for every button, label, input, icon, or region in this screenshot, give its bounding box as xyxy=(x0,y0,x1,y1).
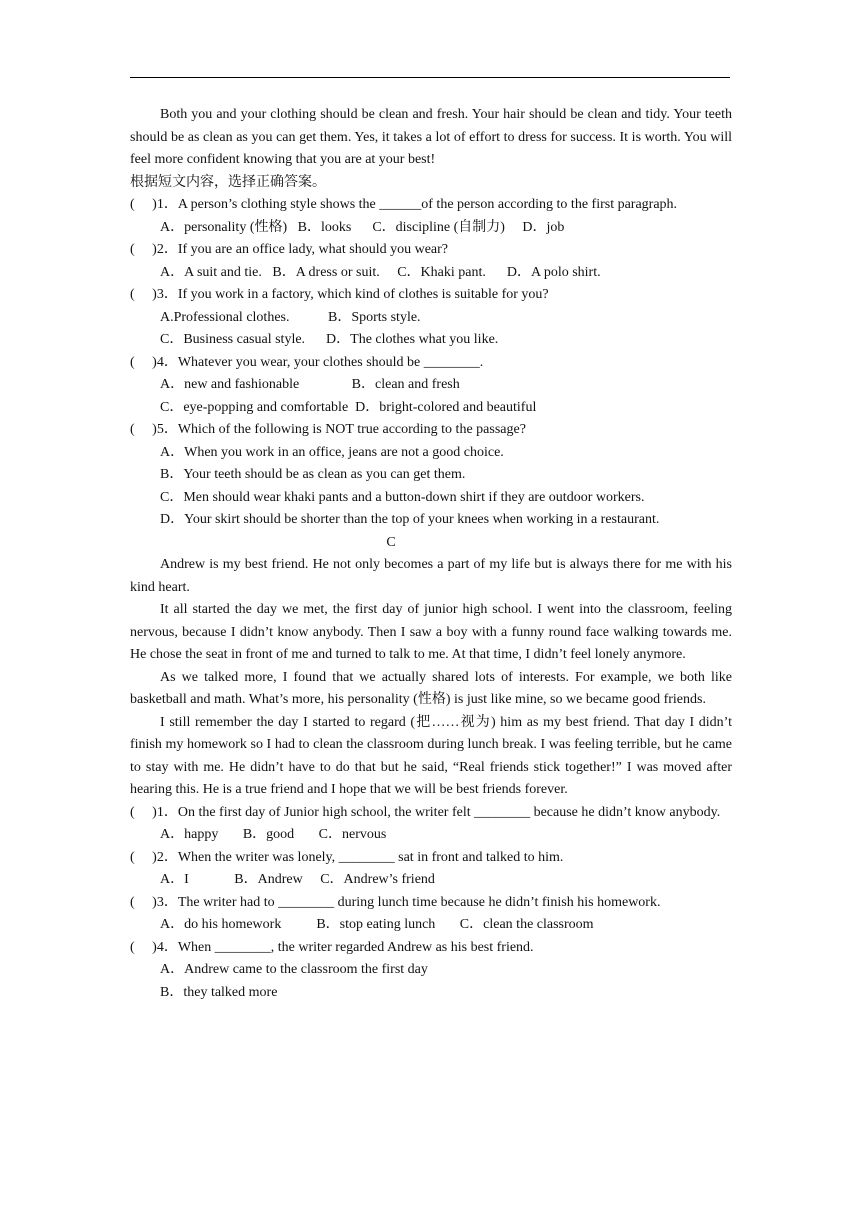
question-text: 4．Whatever you wear, your clothes should be ________. xyxy=(156,354,484,370)
question-item xyxy=(130,419,732,532)
options-line: C．Business casual style. D．The clothes what you like. xyxy=(160,332,499,347)
answer-blank[interactable]: ( ) xyxy=(130,804,157,820)
question-text: 2．When the writer was lonely, ________ sat in front and talked to him. xyxy=(156,849,564,865)
question-item xyxy=(130,892,732,937)
question-item xyxy=(130,802,732,847)
question-text: 1．On the first day of Junior high school, the writer felt ________ because he didn’t know anybody. xyxy=(156,804,721,820)
instruction: 根据短文内容，选择正确答案。 xyxy=(130,174,326,190)
question-item xyxy=(130,284,732,352)
options-line: A．A suit and tie. B．A dress or suit. C．Khaki pant. D．A polo shirt. xyxy=(160,264,601,280)
question-item xyxy=(130,239,732,284)
header-rule xyxy=(130,77,730,78)
answer-blank[interactable]: ( ) xyxy=(130,849,157,865)
question-group-b xyxy=(130,194,732,532)
section-heading: C xyxy=(386,534,396,550)
answer-blank[interactable]: ( ) xyxy=(130,894,157,910)
options-line: A．Andrew came to the classroom the first day xyxy=(160,962,428,977)
question-text: 2．If you are an office lady, what should you wear? xyxy=(156,242,449,257)
passage-paragraph: I still remember the day I started to regard (把……视为) him as my best friend. That day I didn’t finish my homework so I had to clean the classroom during lunch break. I was feeling terrible, but he came to stay with me. He didn’t have to do that but he said, “Real friends stick together!” I was moved after hearing this. He is a true friend and I hope that we will be best friends forever. xyxy=(130,714,732,797)
options-line: A．When you work in an office, jeans are not a good choice. xyxy=(160,444,504,460)
passage-paragraph: Both you and your clothing should be clean and fresh. Your hair should be clean and tidy. Your teeth should be as clean as you can get them. Yes, it takes a lot of effort to dress for success. It is worth. You will feel more confident knowing that you are at your best! xyxy=(130,107,732,167)
passage-paragraph: Andrew is my best friend. He not only becomes a part of my life but is always there for me with his kind heart. xyxy=(130,557,732,595)
options-line: A．personality (性格) B．looks C．discipline (自制力) D．job xyxy=(160,219,565,235)
passage-paragraph: As we talked more, I found that we actually shared lots of interests. For example, we both like basketball and math. What’s more, his personality (性格) is just like mine, so we became good friends. xyxy=(130,669,732,707)
question-item xyxy=(130,194,732,239)
question-item xyxy=(130,937,732,1005)
page-content xyxy=(130,104,732,1004)
question-text: 4．When ________, the writer regarded Andrew as his best friend. xyxy=(156,939,534,955)
options-line: C．Men should wear khaki pants and a button-down shirt if they are outdoor workers. xyxy=(160,489,645,505)
answer-blank[interactable]: ( ) xyxy=(130,242,157,257)
answer-blank[interactable]: ( ) xyxy=(130,422,157,437)
answer-blank[interactable]: ( ) xyxy=(130,939,157,955)
options-line: B．they talked more xyxy=(160,984,278,1000)
answer-blank[interactable]: ( ) xyxy=(130,287,157,302)
options-line: C．eye-popping and comfortable D．bright-colored and beautiful xyxy=(160,399,537,415)
question-item xyxy=(130,352,732,420)
options-line: B．Your teeth should be as clean as you can get them. xyxy=(160,467,466,482)
answer-blank[interactable]: ( ) xyxy=(130,197,157,212)
options-line: D．Your skirt should be shorter than the top of your knees when working in a restaurant. xyxy=(160,512,660,527)
options-line: A．I B．Andrew C．Andrew’s friend xyxy=(160,872,435,887)
options-line: A．happy B．good C．nervous xyxy=(160,827,387,842)
question-text: 3．The writer had to ________ during lunch time because he didn’t finish his homework. xyxy=(156,894,661,910)
question-text: 5．Which of the following is NOT true according to the passage? xyxy=(156,422,526,437)
answer-blank[interactable]: ( ) xyxy=(130,354,157,370)
options-line: A.Professional clothes. B．Sports style. xyxy=(160,309,421,325)
passage-paragraph: It all started the day we met, the first day of junior high school. I went into the classroom, feeling nervous, because I didn’t know anybody. Then I saw a boy with a funny round face walking towards me. He chose the seat in front of me and turned to talk to me. At that time, I didn’t feel lonely anymore. xyxy=(130,602,732,662)
options-line: A．new and fashionable B．clean and fresh xyxy=(160,377,460,392)
question-text: 1．A person’s clothing style shows the ______of the person according to the first paragraph. xyxy=(156,197,678,212)
question-text: 3．If you work in a factory, which kind of clothes is suitable for you? xyxy=(156,287,549,302)
question-group-c xyxy=(130,802,732,1005)
question-item xyxy=(130,847,732,892)
options-line: A．do his homework B．stop eating lunch C．clean the classroom xyxy=(160,917,594,932)
